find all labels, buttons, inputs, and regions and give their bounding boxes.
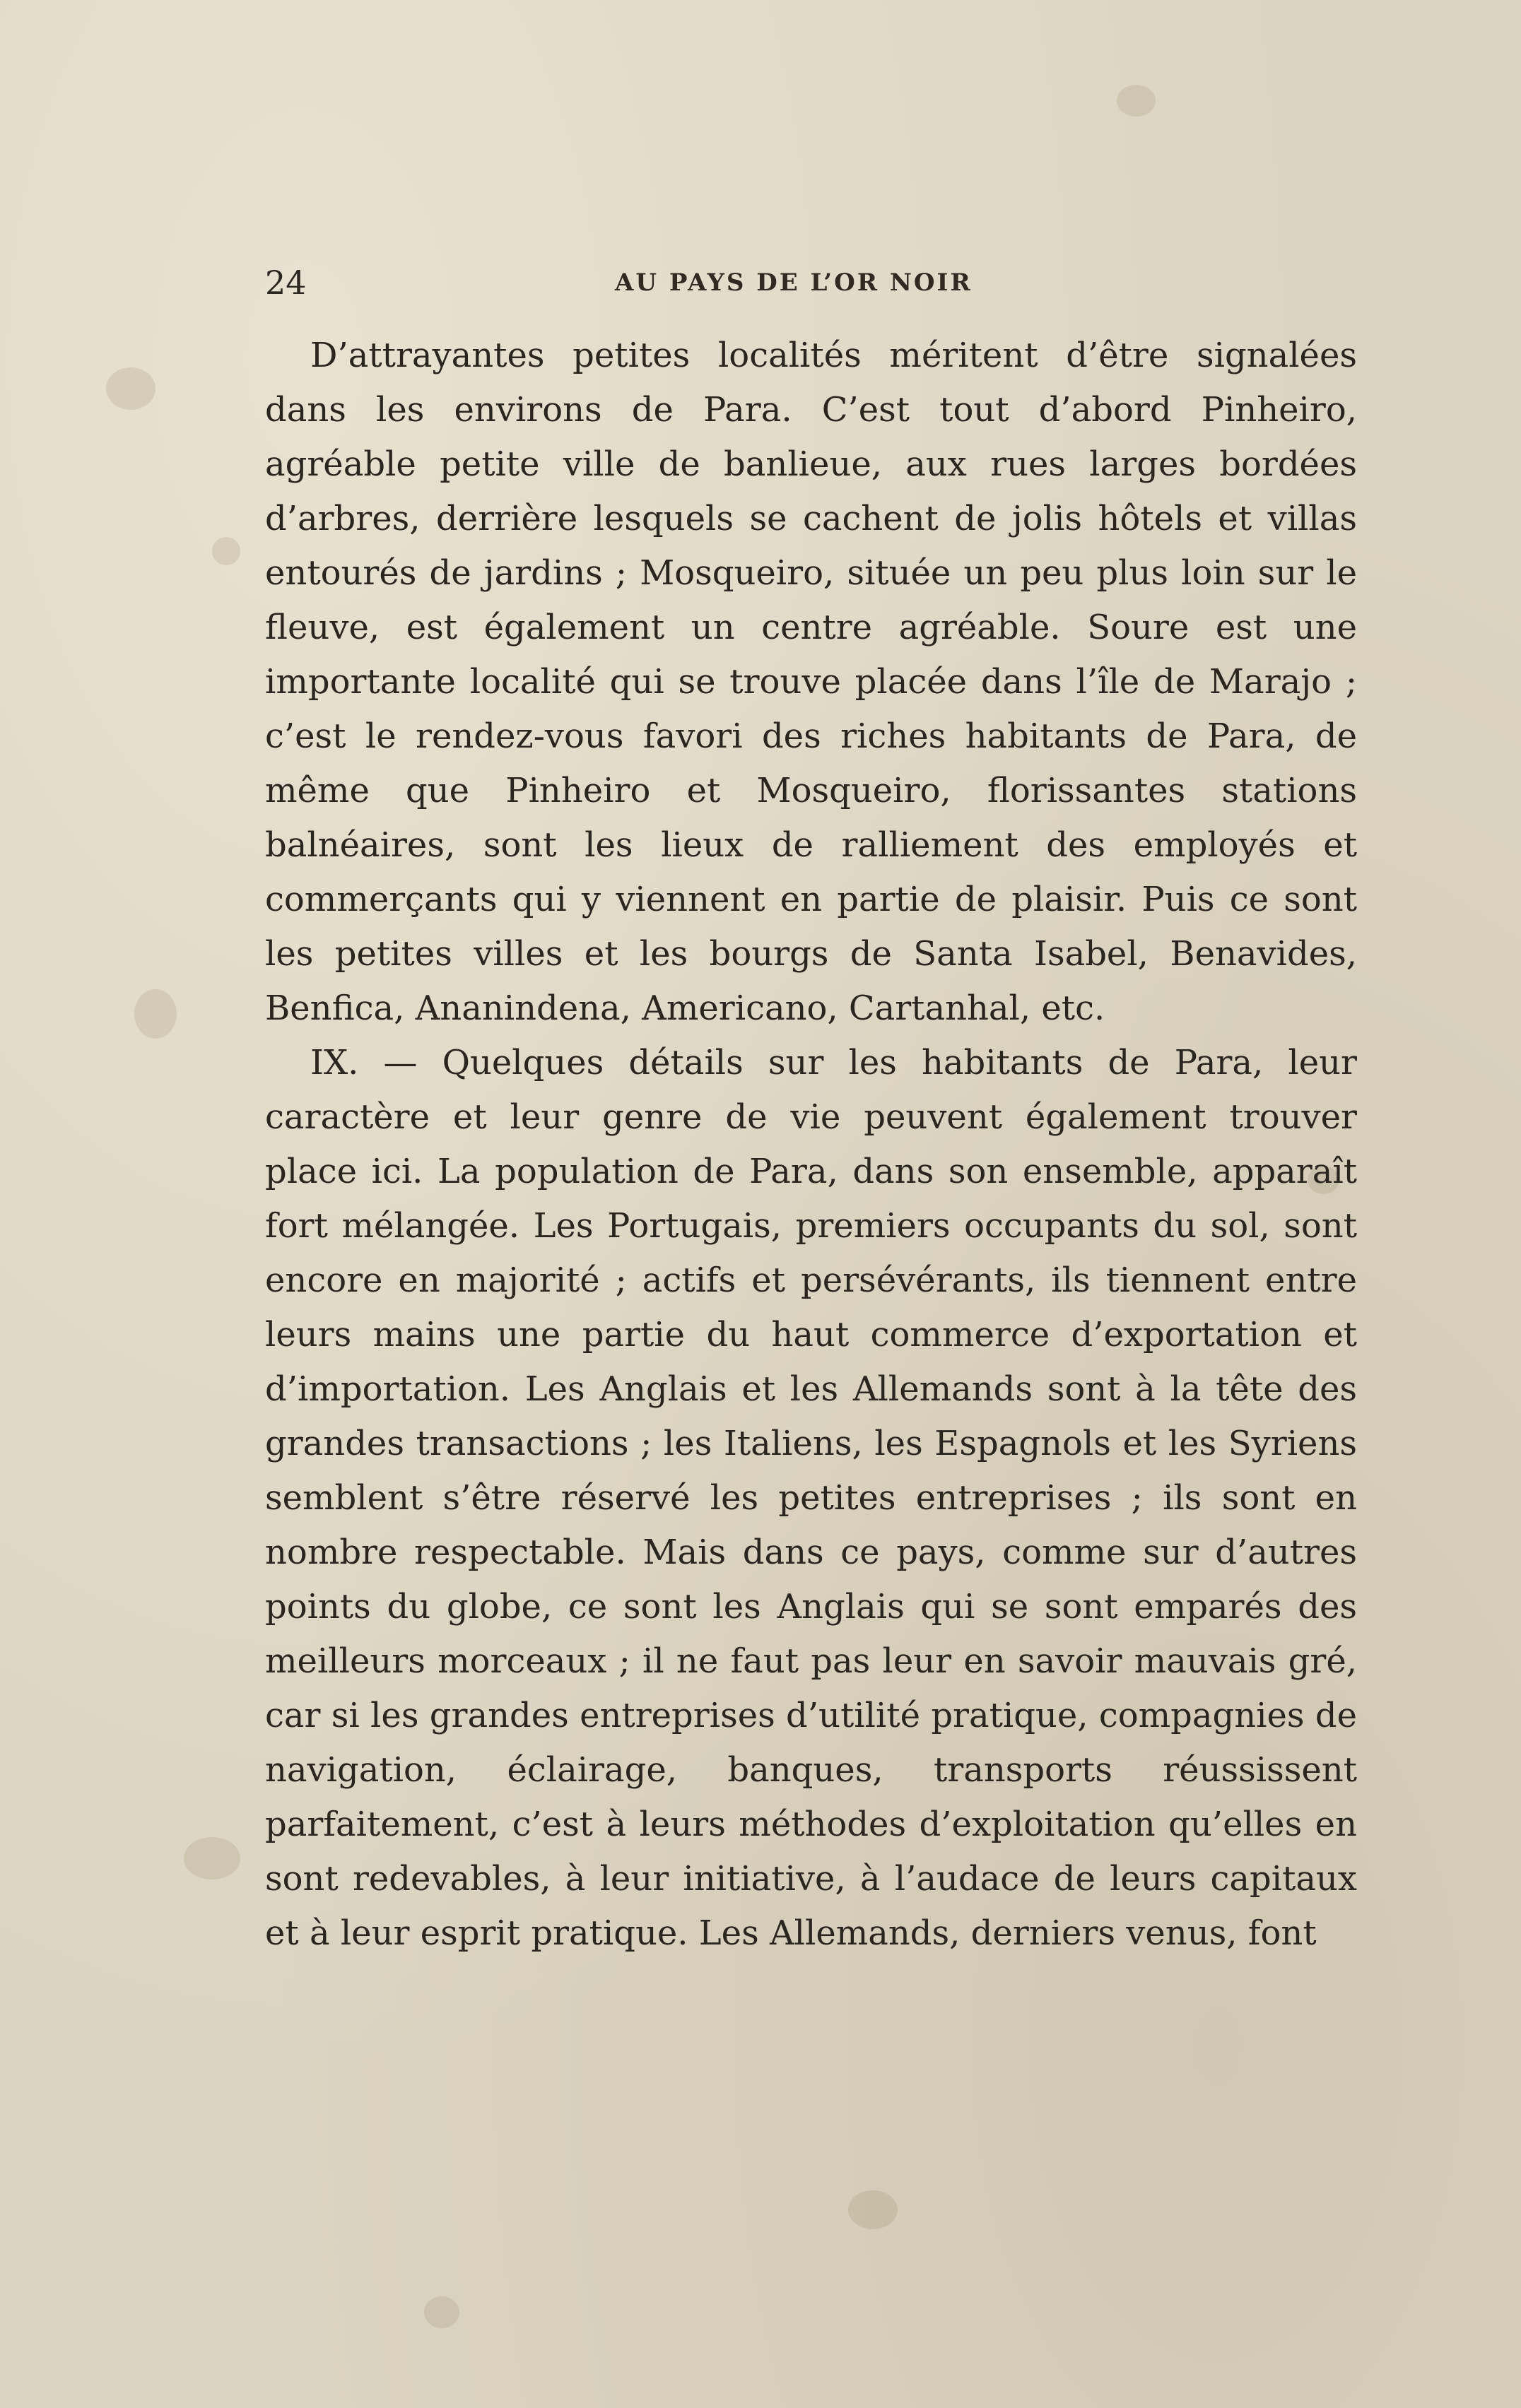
- foxing-spot: [212, 537, 240, 565]
- running-header: [265, 254, 1361, 311]
- paragraph-inhabitants: IX. — Quelques détails sur les habitants de Para, leur caractère et leur genre de vie peuvent également trouver place ici. La population de Para, dans son ensemble, apparaît fort mélangée. Les Portugais, premiers occupants du sol, sont encore en majorité ; actifs et persévérants, ils tiennent entre leurs mains une partie du haut commerce d’exportation et d’importation. Les Anglais et les Allemands sont à la tête des grandes transactions ; les Italiens, les Espagnols et les Syriens semblent s’être réservé les petites entreprises ; ils sont en nombre respectable. Mais dans ce pays, comme sur d’autres points du globe, ce sont les Anglais qui se sont emparés des meilleurs morceaux ; il ne faut pas leur en savoir mauvais gré, car si les grandes entreprises d’utilité pratique, compagnies de navigation, éclairage, banques, transports réussissent parfaitement, c’est à leurs méthodes d’exploitation qu’elles en sont redevables, à leur initiative, à l’audace de leurs capitaux et à leur esprit pratique. Les Allemands, derniers venus, font: [265, 1043, 1357, 1953]
- running-title: AU PAYS DE L’OR NOIR: [615, 268, 973, 297]
- foxing-spot: [1117, 85, 1156, 117]
- body-text: [265, 329, 1357, 1961]
- page-number: 24: [265, 264, 307, 302]
- foxing-spot: [184, 1837, 240, 1879]
- foxing-spot: [106, 367, 155, 410]
- foxing-spot: [134, 989, 177, 1039]
- foxing-spot: [848, 2190, 898, 2229]
- paragraph-localities: D’attrayantes petites localités méritent d’être signalées dans les environs de Para. C’est tout d’abord Pinheiro, agréable petite ville de banlieue, aux rues larges bordées d’arbres, derrière lesquels se cachent de jolis hôtels et villas entourés de jardins ; Mosqueiro, située un peu plus loin sur le fleuve, est également un centre agréable. Soure est une importante localité qui se trouve placée dans l’île de Marajo ; c’est le rendez-vous favori des riches habitants de Para, de même que Pinheiro et Mosqueiro, florissantes stations balnéaires, sont les lieux de ralliement des employés et commerçants qui y viennent en partie de plaisir. Puis ce sont les petites villes et les bourgs de Santa Isabel, Benavides, Benfica, Ananindena, Americano, Cartanhal, etc.: [265, 336, 1357, 1028]
- foxing-spot: [424, 2296, 459, 2328]
